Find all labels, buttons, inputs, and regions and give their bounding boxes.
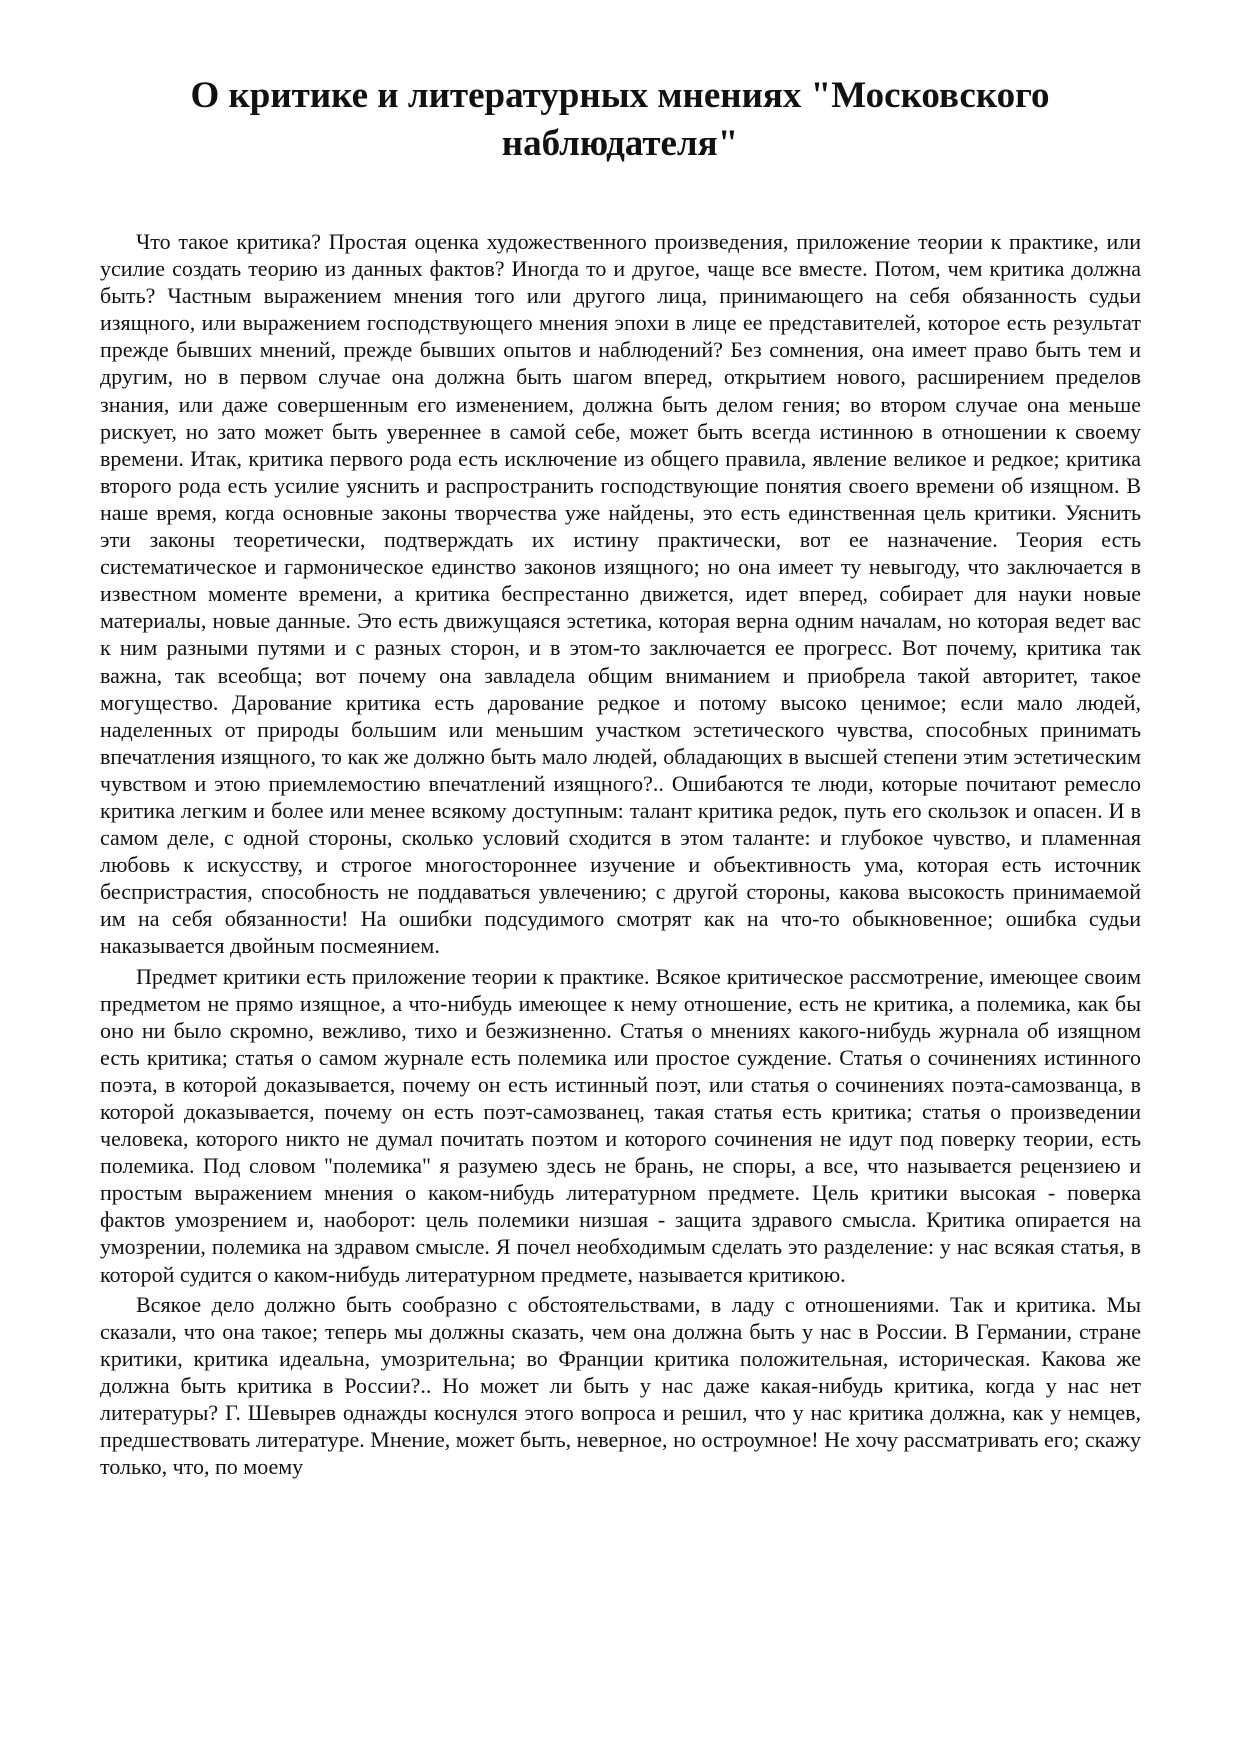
paragraph-2: Предмет критики есть приложение теории к практике. Всякое критическое рассмотрение, имеющее своим предметом не прямо изящное, а что-нибудь имеющее к нему отношение, есть не критика, а полемика, как бы оно ни было скромно, вежливо, тихо и безжизненно. Статья о мнениях какого-нибудь журнала об изящном есть критика; статья о самом журнале есть полемика или простое суждение. Статья о сочинениях истинного поэта, в которой доказывается, почему он есть истинный поэт, или статья о сочинениях поэта-самозванца, в которой доказывается, почему он есть поэт-самозванец, такая статья есть критика; статья о произведении человека, которого никто не думал почитать поэтом и которого сочинения не идут под поверку теории, есть полемика. Под словом "полемика" я разумею здесь не брань, не споры, а все, что называется рецензиею и простым выражением мнения о каком-нибудь литературном предмете. Цель критики высокая - поверка фактов умозрением и, наоборот: цель полемики низшая - защита здравого смысла. Критика опирается на умозрении, полемика на здравом смысле. Я почел необходимым сделать это разделение: у нас всякая статья, в которой судится о каком-нибудь литературном предмете, называется критикою. [100, 963, 1141, 1287]
document-title: О критике и литературных мнениях "Московского наблюдателя" [190, 75, 1050, 164]
paragraph-3: Всякое дело должно быть сообразно с обстоятельствами, в ладу с отношениями. Так и критика. Мы сказали, что она такое; теперь мы должны сказать, чем она должна быть у нас в России. В Германии, стране критики, критика идеальна, умозрительна; во Франции критика положительная, историческая. Какова же должна быть критика в России?.. Но может ли быть у нас даже какая-нибудь критика, когда у нас нет литературы? Г. Шевырев однажды коснулся этого вопроса и решил, что у нас критика должна, как у немцев, предшествовать литературе. Мнение, может быть, неверное, но остроумное! Не хочу рассматривать его; скажу только, что, по моему [100, 1291, 1141, 1480]
paragraph-1: Что такое критика? Простая оценка художественного произведения, приложение теории к практике, или усилие создать теорию из данных фактов? Иногда то и другое, чаще все вместе. Потом, чем критика должна быть? Частным выражением мнения того или другого лица, принимающего на себя обязанность судьи изящного, или выражением господствующего мнения эпохи в лице ее представителей, которое есть результат прежде бывших мнений, прежде бывших опытов и наблюдений? Без сомнения, она имеет право быть тем и другим, но в первом случае она должна быть шагом вперед, открытием нового, расширением пределов знания, или даже совершенным его изменением, должна быть делом гения; во втором случае она меньше рискует, но зато может быть увереннее в самой себе, может быть всегда истинною в отношении к своему времени. Итак, критика первого рода есть исключение из общего правила, явление великое и редкое; критика второго рода есть усилие уяснить и распространить господствующие понятия своего времени об изящном. В наше время, когда основные законы творчества уже найдены, это есть единственная цель критики. Уяснить эти законы теоретически, подтверждать их истину практически, вот ее назначение. Теория есть систематическое и гармоническое единство законов изящного; но она имеет ту невыгоду, что заключается в известном моменте времени, а критика беспрестанно движется, идет вперед, собирает для науки новые материалы, новые данные. Это есть движущаяся эстетика, которая верна одним началам, но которая ведет вас к ним разными путями и с разных сторон, и в этом-то заключается ее прогресс. Вот почему, критика так важна, так всеобща; вот почему она завладела общим вниманием и приобрела такой авторитет, такое могущество. Дарование критика есть дарование редкое и потому высоко ценимое; если мало людей, наделенных от природы большим или меньшим участком эстетического чувства, способных принимать впечатления изящного, то как же должно быть мало людей, обладающих в высшей степени этим эстетическим чувством и этою приемлемостию впечатлений изящного?.. Ошибаются те люди, которые почитают ремесло критика легким и более или менее всякому доступным: талант критика редок, путь его скользок и опасен. И в самом деле, с одной стороны, сколько условий сходится в этом таланте: и глубокое чувство, и пламенная любовь к искусству, и строгое многостороннее изучение и объективность ума, которая есть источник беспристрастия, способность не поддаваться увлечению; с другой стороны, какова высокость принимаемой им на себя обязанности! На ошибки подсудимого смотрят как на что-то обыкновенное; ошибка судьи наказывается двойным посмеянием. [100, 229, 1141, 959]
document-body [100, 228, 1141, 1480]
